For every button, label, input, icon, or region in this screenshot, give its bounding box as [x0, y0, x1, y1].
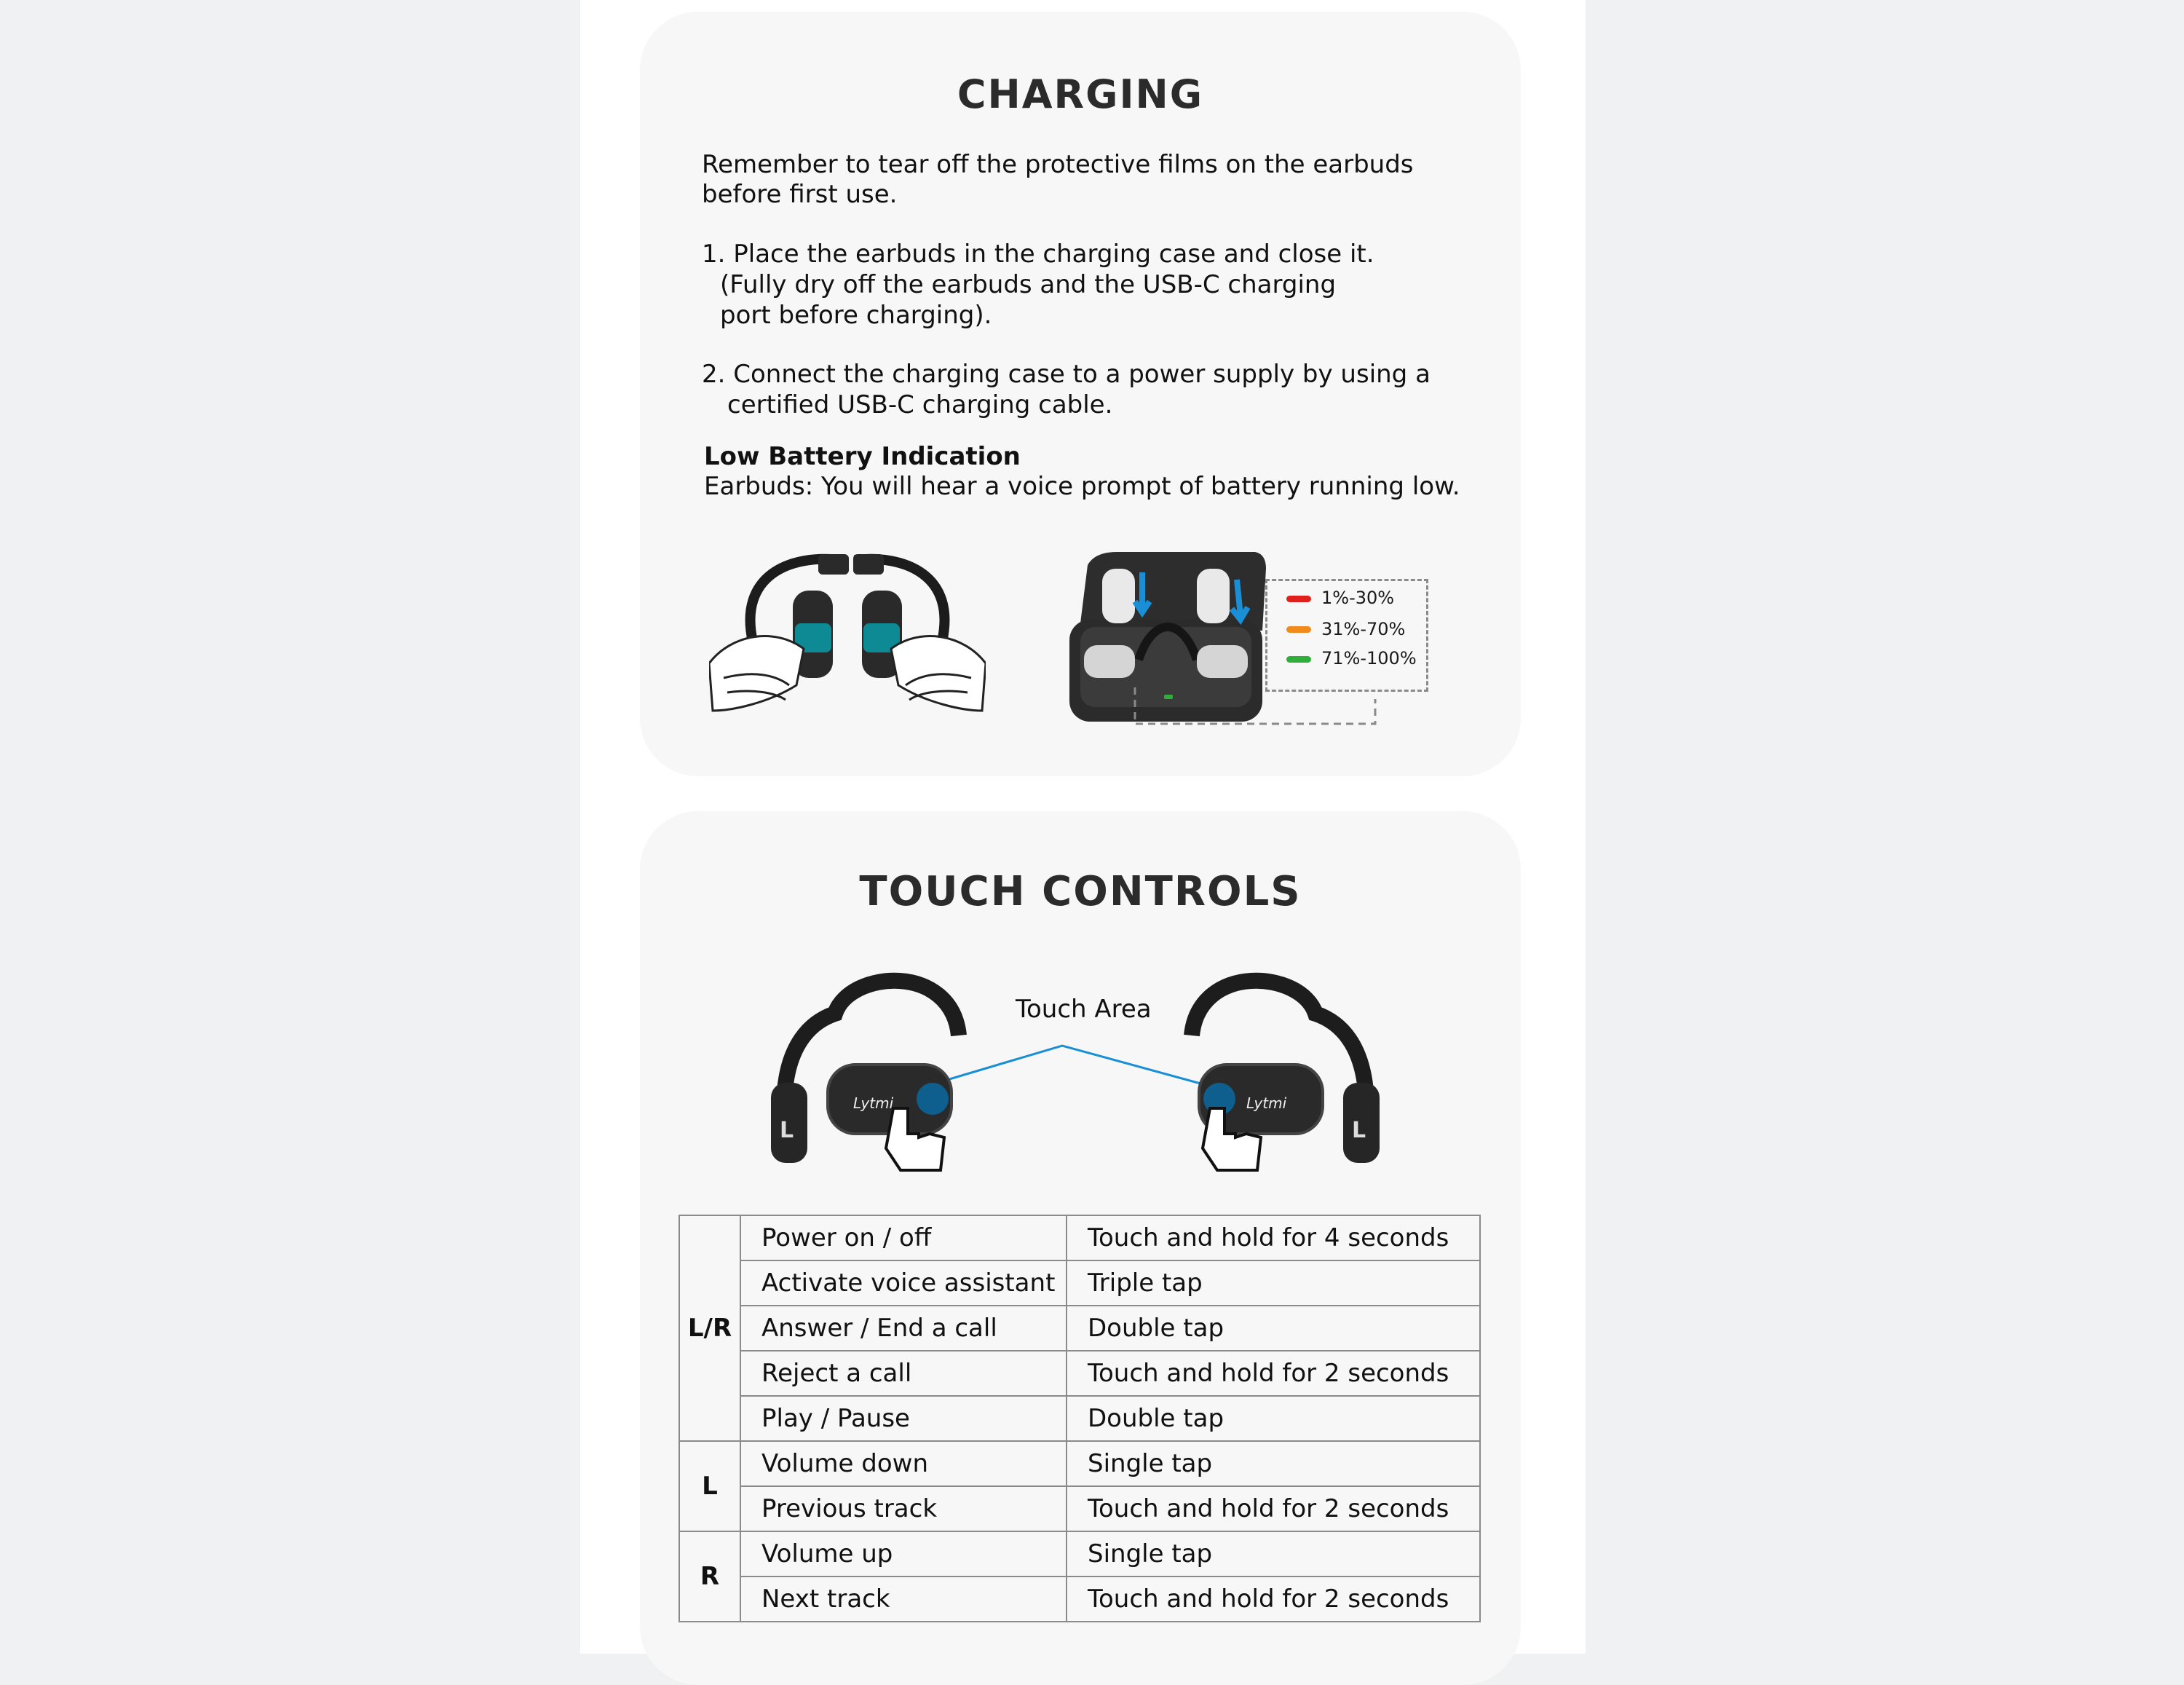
table-row	[679, 1531, 1480, 1577]
action-cell: Reject a call	[740, 1351, 1067, 1396]
step1-line-2: (Fully dry off the earbuds and the USB-C charging	[720, 270, 1337, 299]
gesture-cell: Touch and hold for 2 seconds	[1067, 1351, 1480, 1396]
gesture-cell: Triple tap	[1067, 1260, 1480, 1306]
action-cell: Volume down	[740, 1441, 1067, 1486]
side-cell-lr: L/R	[679, 1215, 740, 1441]
touch-controls-table	[678, 1215, 1481, 1622]
gesture-cell: Touch and hold for 2 seconds	[1067, 1577, 1480, 1622]
step1-line-3: port before charging).	[720, 301, 992, 330]
intro-line-1: Remember to tear off the protective films on the earbuds	[702, 150, 1414, 179]
touch-area-label: Touch Area	[1016, 995, 1152, 1024]
low-battery-text: Earbuds: You will hear a voice prompt of battery running low.	[704, 472, 1460, 501]
action-cell: Volume up	[740, 1531, 1067, 1577]
action-cell: Answer / End a call	[740, 1306, 1067, 1351]
legend-swatch-high	[1286, 656, 1311, 663]
table-row	[679, 1396, 1480, 1441]
legend-swatch-low	[1286, 596, 1311, 602]
left-brand-text: Lytmi	[853, 1094, 894, 1112]
gesture-cell: Touch and hold for 2 seconds	[1067, 1486, 1480, 1531]
left-earbud-illustration	[769, 963, 981, 1181]
right-brand-text: Lytmi	[1246, 1094, 1287, 1112]
svg-text:L: L	[780, 1118, 794, 1143]
charging-title: CHARGING	[957, 71, 1204, 117]
action-cell: Next track	[740, 1577, 1067, 1622]
legend-swatch-mid	[1286, 626, 1311, 633]
table-row	[679, 1260, 1480, 1306]
table-row	[679, 1486, 1480, 1531]
remove-films-illustration	[709, 547, 986, 718]
table-row	[679, 1351, 1480, 1396]
table-row	[679, 1306, 1480, 1351]
gesture-cell: Touch and hold for 4 seconds	[1067, 1215, 1480, 1260]
svg-text:L: L	[1352, 1118, 1366, 1143]
touch-controls-title: TOUCH CONTROLS	[859, 868, 1302, 915]
right-earbud-illustration	[1170, 963, 1381, 1181]
side-cell-l: L	[679, 1441, 740, 1531]
gesture-cell: Single tap	[1067, 1531, 1480, 1577]
action-cell: Power on / off	[740, 1215, 1067, 1260]
legend-label-mid: 31%-70%	[1321, 619, 1406, 639]
battery-legend	[1265, 579, 1428, 692]
step2-line-1: 2. Connect the charging case to a power supply by using a	[702, 360, 1431, 389]
action-cell: Activate voice assistant	[740, 1260, 1067, 1306]
low-battery-heading: Low Battery Indication	[704, 442, 1021, 471]
legend-label-high: 71%-100%	[1321, 648, 1417, 668]
action-cell: Play / Pause	[740, 1396, 1067, 1441]
step1-line-1: 1. Place the earbuds in the charging case and close it.	[702, 240, 1374, 269]
gesture-cell: Single tap	[1067, 1441, 1480, 1486]
gesture-cell: Double tap	[1067, 1396, 1480, 1441]
intro-line-2: before first use.	[702, 180, 898, 209]
legend-label-low: 1%-30%	[1321, 588, 1395, 608]
table-row	[679, 1215, 1480, 1260]
touch-controls-card	[640, 811, 1521, 1685]
action-cell: Previous track	[740, 1486, 1067, 1531]
manual-page	[580, 0, 1586, 1654]
side-cell-r: R	[679, 1531, 740, 1622]
charging-card	[640, 12, 1521, 776]
table-row	[679, 1577, 1480, 1622]
step2-line-2: certified USB-C charging cable.	[727, 390, 1113, 419]
gesture-cell: Double tap	[1067, 1306, 1480, 1351]
table-row	[679, 1441, 1480, 1486]
